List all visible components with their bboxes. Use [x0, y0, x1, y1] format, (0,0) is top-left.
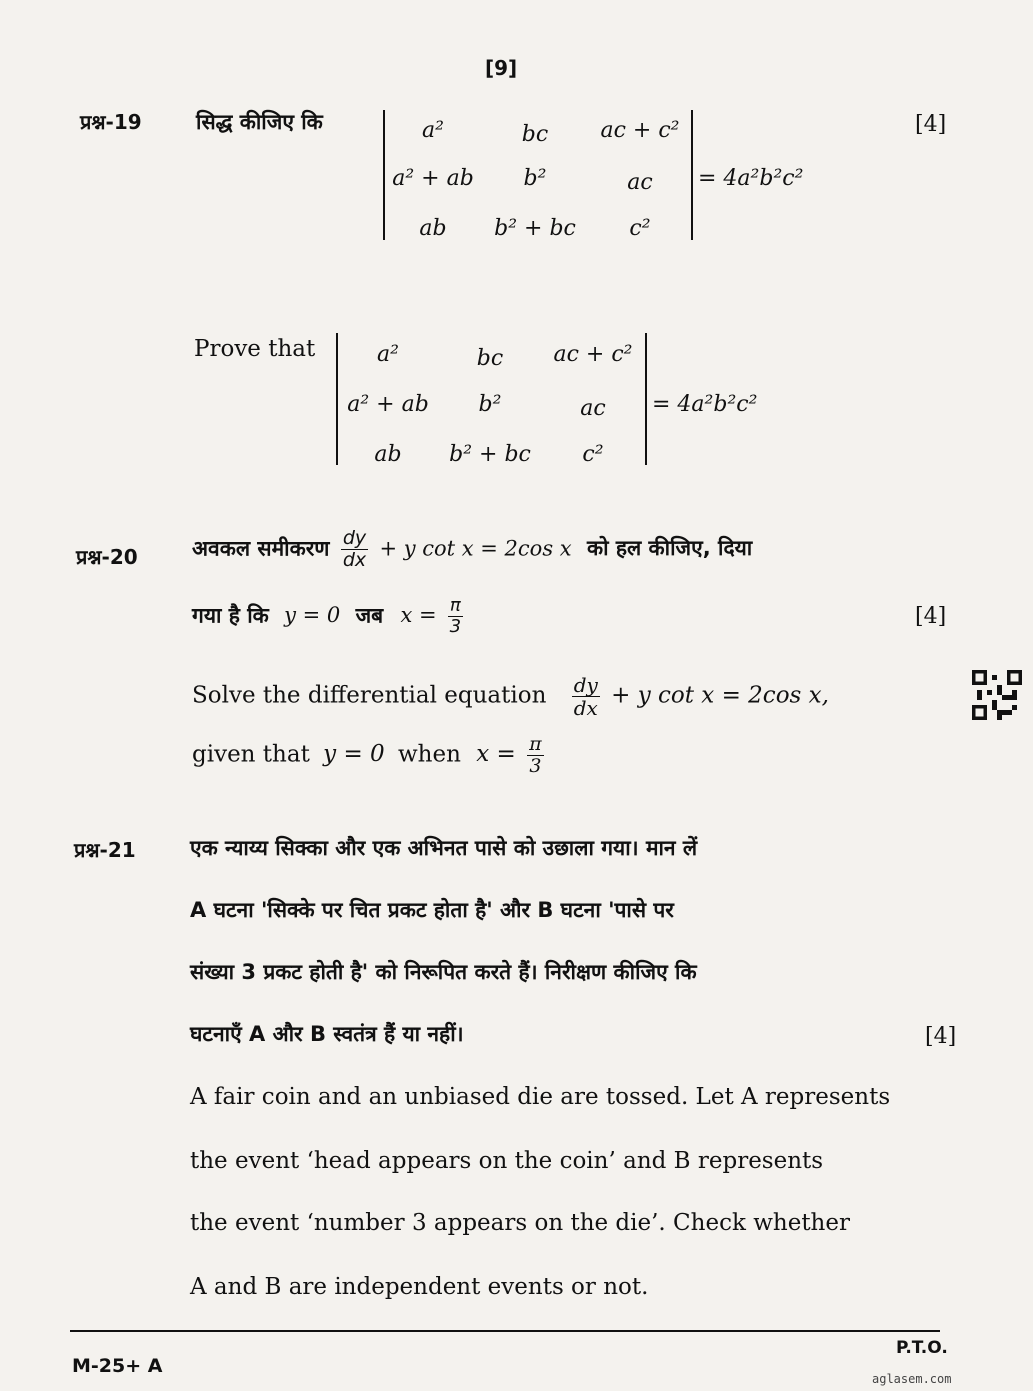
q19-label: प्रश्न-19 — [80, 110, 142, 134]
q21-english-line: A and B are independent events or not. — [190, 1274, 649, 1300]
q20-label: प्रश्न-20 — [76, 545, 138, 569]
det-cell: ac — [580, 396, 606, 421]
q20-hindi-text: अवकल समीकरण — [192, 536, 330, 561]
det-right-bar — [645, 333, 647, 465]
det-cell: c² — [582, 442, 604, 467]
footer-rule — [70, 1330, 940, 1332]
q20-english-text: when — [397, 741, 461, 768]
pto-label: P.T.O. — [896, 1338, 948, 1358]
q21-hindi-line: A घटना 'सिक्के पर चित प्रकट होता है' और B घटना 'पासे पर — [190, 898, 674, 922]
q19-hindi-prefix: सिद्ध कीजिए कि — [196, 110, 323, 134]
qr-code-icon — [972, 670, 1022, 720]
q20-hindi-line-2 — [192, 596, 467, 637]
q20-equation: + y cot x = 2cos x — [379, 536, 572, 561]
paper-code: M-25+ A — [72, 1355, 163, 1377]
det-cell: bc — [476, 346, 504, 371]
q21-marks: [4] — [925, 1024, 957, 1049]
q21-label: प्रश्न-21 — [74, 838, 136, 862]
q20-hindi-line-1 — [192, 528, 752, 571]
derivative-fraction — [572, 674, 600, 719]
q20-hindi-text: जब — [355, 603, 384, 628]
det-cell: b² + bc — [449, 442, 531, 467]
fraction-numerator: π — [529, 733, 542, 755]
det-cell: a² + ab — [347, 392, 429, 417]
q20-condition: y = 0 — [284, 603, 341, 628]
q19-marks: [4] — [915, 112, 947, 137]
fraction-denominator: dx — [342, 548, 367, 571]
derivative-fraction — [341, 528, 368, 571]
q20-condition: y = 0 — [323, 741, 385, 768]
page-number: [9] — [485, 56, 518, 80]
det-rhs: = 4a²b²c² — [652, 392, 758, 417]
q20-english-text: Solve the differential equation — [192, 682, 547, 709]
q21-english-line: the event ‘head appears on the coin’ and B represents — [190, 1148, 824, 1174]
det-right-bar — [691, 110, 693, 240]
q20-equation: + y cot x = 2cos x, — [611, 682, 829, 709]
q20-condition: x = — [476, 741, 516, 768]
q21-english-line: the event ‘number 3 appears on the die’. Check whether — [190, 1210, 850, 1236]
det-cell: ac + c² — [600, 118, 680, 143]
q20-marks: [4] — [915, 604, 947, 629]
det-cell: a² — [377, 342, 399, 367]
det-cell: b² — [523, 166, 547, 191]
fraction-numerator: π — [449, 595, 461, 616]
det-rhs: = 4a²b²c² — [698, 166, 804, 191]
watermark: aglasem.com — [872, 1372, 952, 1386]
q20-condition: x = — [400, 603, 437, 628]
det-cell: a² + ab — [392, 166, 474, 191]
q20-hindi-text: को हल कीजिए, दिया — [586, 536, 753, 561]
det-cell: ac — [627, 170, 653, 195]
q20-hindi-text: गया है कि — [192, 603, 269, 628]
det-cell: ab — [419, 216, 447, 241]
det-cell: a² — [422, 118, 444, 143]
fraction-denominator: 3 — [529, 754, 542, 777]
det-cell: c² — [629, 216, 651, 241]
det-cell: b² + bc — [494, 216, 576, 241]
det-cell: b² — [478, 392, 502, 417]
q21-hindi-line: घटनाएँ A और B स्वतंत्र हैं या नहीं। — [190, 1022, 464, 1046]
q20-english-line-1 — [192, 674, 829, 719]
pi-fraction — [448, 596, 463, 637]
det-cell: bc — [521, 122, 549, 147]
fraction-denominator: dx — [573, 696, 598, 720]
fraction-numerator: dy — [342, 527, 367, 549]
fraction-denominator: 3 — [449, 615, 462, 637]
q21-hindi-line: एक न्याय्य सिक्का और एक अभिनत पासे को उछाला गया। मान लें — [190, 836, 698, 860]
pi-fraction — [527, 734, 544, 777]
q19-english-prefix: Prove that — [194, 336, 316, 362]
det-cell: ac + c² — [553, 342, 633, 367]
det-cell: ab — [374, 442, 402, 467]
fraction-numerator: dy — [573, 673, 598, 697]
q20-english-line-2 — [192, 734, 548, 777]
q21-english-line: A fair coin and an unbiased die are tossed. Let A represents — [190, 1084, 891, 1110]
q20-english-text: given that — [192, 741, 310, 768]
q21-hindi-line: संख्या 3 प्रकट होती है' को निरूपित करते हैं। निरीक्षण कीजिए कि — [190, 960, 697, 984]
